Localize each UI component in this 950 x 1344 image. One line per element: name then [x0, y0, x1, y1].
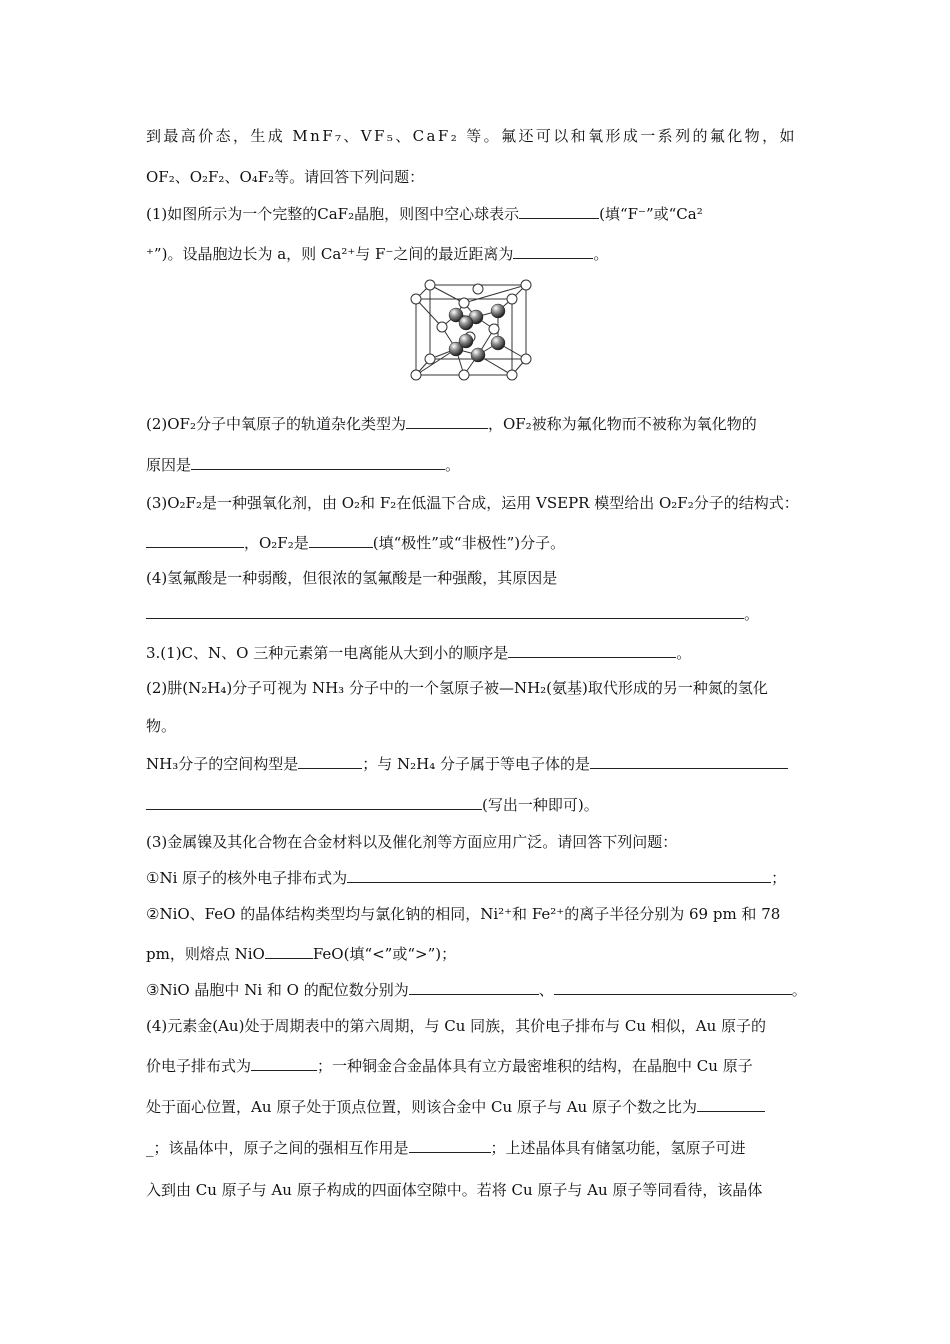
intro-line-2: OF₂、O₂F₂、O₄F₂等。请回答下列问题：: [146, 168, 425, 186]
p3-part3-item-2-cont: pm，则熔点 NiO FeO(填“<”或“>”)；: [146, 945, 457, 963]
caf2-unit-cell-figure: [408, 279, 534, 383]
p3-part4-line-5: 入到由 Cu 原子与 Au 原子构成的四面体空隙中。若将 Cu 原子与 Au 原子等同看待，该晶体: [146, 1181, 763, 1199]
answer-blank[interactable]: [406, 414, 488, 429]
answer-blank[interactable]: [697, 1097, 765, 1112]
answer-blank[interactable]: [191, 455, 445, 470]
p3-part1: 3.(1)C、N、O 三种元素第一电离能从大到小的顺序是 。: [146, 644, 692, 662]
answer-blank[interactable]: [309, 533, 373, 548]
answer-blank[interactable]: [409, 1138, 491, 1153]
answer-blank[interactable]: [146, 795, 482, 810]
q1-line-1: (1)如图所示为一个完整的CaF₂晶胞，则图中空心球表示 (填“F⁻”或“Ca²: [146, 205, 703, 223]
answer-blank[interactable]: [265, 944, 313, 959]
p3-part2-line-1: (2)肼(N₂H₄)分子可视为 NH₃ 分子中的一个氢原子被—NH₂(氨基)取代形成的另一种氮的氢化: [146, 679, 768, 697]
answer-blank[interactable]: [519, 204, 599, 219]
answer-blank[interactable]: [347, 868, 771, 883]
p3-part4-line-3: 处于面心位置，Au 原子处于顶点位置，则该合金中 Cu 原子与 Au 原子个数之比为: [146, 1097, 765, 1117]
q2-line-2: 原因是 。: [146, 456, 461, 474]
p3-part3-item-2: ②NiO、FeO 的晶体结构类型均与氯化钠的相同，Ni²⁺和 Fe²⁺的离子半径分别为 69 pm 和 78: [146, 905, 781, 923]
p3-part2-line-3: NH₃分子的空间构型是 ；与 N₂H₄ 分子属于等电子体的是: [146, 754, 788, 774]
answer-blank[interactable]: [409, 980, 539, 995]
p3-part3-line-1: (3)金属镍及其化合物在合金材料以及催化剂等方面应用广泛。请回答下列问题：: [146, 833, 678, 851]
p3-part4-line-2: 价电子排布式为 ；一种铜金合金晶体具有立方最密堆积的结构，在晶胞中 Cu 原子: [146, 1057, 753, 1075]
answer-blank[interactable]: [146, 533, 244, 548]
answer-blank[interactable]: [298, 754, 362, 769]
answer-blank[interactable]: [251, 1056, 317, 1071]
p3-part2-line-2: 物。: [146, 717, 177, 735]
q4-line-2: 。: [146, 604, 759, 624]
intro-line-1: 到最高价态，生成 MnF₇、VF₅、CaF₂ 等。氟还可以和氧形成一系列的氟化物，如: [146, 127, 797, 145]
p3-part4-line-4: _；该晶体中，原子之间的强相互作用是 ；上述晶体具有储氢功能，氢原子可进: [146, 1139, 746, 1157]
p3-part2-line-4: (写出一种即可)。: [146, 795, 599, 815]
q3-line-2: ，O₂F₂是 (填“极性”或“非极性”)分子。: [146, 533, 565, 553]
q3-line-1: (3)O₂F₂是一种强氧化剂，由 O₂和 F₂在低温下合成，运用 VSEPR 模型给出 O₂F₂分子的结构式：: [146, 494, 799, 512]
q4-line-1: (4)氢氟酸是一种弱酸，但很浓的氢氟酸是一种强酸，其原因是: [146, 569, 558, 587]
p3-part4-line-1: (4)元素金(Au)处于周期表中的第六周期，与 Cu 同族，其价电子排布与 Cu 相似，Au 原子的: [146, 1017, 767, 1035]
q2-line-1: (2)OF₂分子中氧原子的轨道杂化类型为 ，OF₂被称为氟化物而不被称为氧化物的: [146, 415, 757, 433]
q1-line-2: ⁺”)。设晶胞边长为 a，则 Ca²⁺与 F⁻之间的最近距离为 。: [146, 245, 609, 263]
answer-blank[interactable]: [513, 244, 593, 259]
p3-part3-item-3: ③NiO 晶胞中 Ni 和 O 的配位数分别为 、 。: [146, 981, 807, 999]
answer-blank[interactable]: [508, 643, 676, 658]
p3-part3-item-1: ①Ni 原子的核外电子排布式为 ；: [146, 869, 787, 887]
answer-blank[interactable]: [146, 604, 744, 619]
answer-blank[interactable]: [554, 980, 792, 995]
answer-blank[interactable]: [590, 754, 788, 769]
